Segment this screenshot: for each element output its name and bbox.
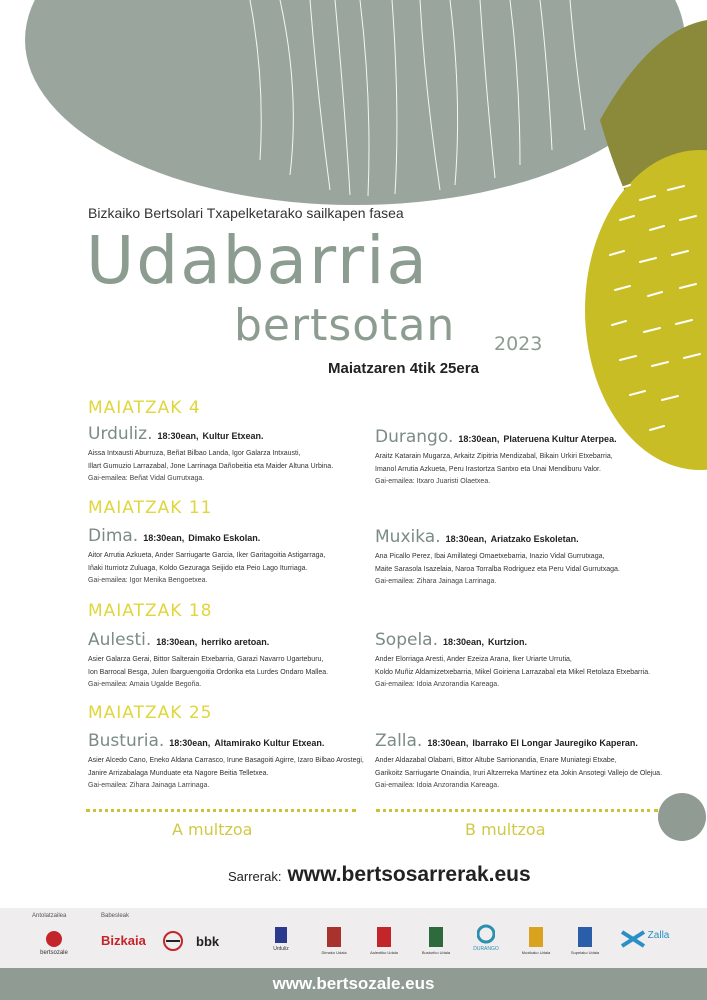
dima-logo: Dimako Udala — [310, 926, 358, 955]
tickets-label: Sarrerak: — [228, 869, 282, 884]
event-host: Gai-emailea: Zihara Jainaga Larrinaga. — [375, 578, 497, 585]
event-participants: Ander Aldazabal Olabarri, Bittor Altube Sarrionandia, Enare Muniategi Etxabe, Garikoitz Sarriugarte Onaindia, Iruri Altzerreka Martinez eta Jokin Ansotegi Vallejo de Olejua. — [375, 757, 663, 777]
event-town: Dima. — [88, 526, 139, 546]
urduliz-logo: Urduliz — [266, 926, 296, 952]
event-participants: Asier Galarza Gerai, Bittor Salterain Etxebarria, Garazi Navarro Ugarteburu, Ion Barrocal Besga, Julen Ibarguengoitia Ordorika eta Lurdes Ondaro Mallea. — [88, 656, 329, 676]
event-busturia — [88, 731, 388, 792]
event-place: Kurtzion. — [488, 637, 528, 647]
event-town: Urduliz. — [88, 424, 153, 444]
durango-logo: DURANGO — [466, 924, 506, 952]
tickets-link[interactable]: www.bertsosarrerak.eus — [287, 863, 531, 886]
muxika-logo: Muxikako Udala — [512, 926, 560, 955]
title-bertsotan: bertsotan — [234, 300, 456, 351]
event-durango — [375, 427, 675, 488]
bizkaia-emblem-icon — [162, 930, 184, 954]
subtitle: Bizkaiko Bertsolari Txapelketarako sailkapen fasea — [88, 205, 404, 221]
footer-link[interactable]: www.bertsozale.eus — [272, 974, 435, 993]
event-host: Gai-emailea: Idoia Anzorandia Kareaga. — [375, 681, 500, 688]
event-time: 18:30ean, — [445, 534, 487, 544]
dotted-divider-a — [86, 809, 356, 812]
event-time: 18:30ean, — [169, 738, 211, 748]
sage-dot — [658, 793, 706, 841]
event-sopela — [375, 630, 675, 691]
event-host: Gai-emailea: Itxaro Juaristi Olaetxea. — [375, 478, 491, 485]
tickets-line — [228, 863, 531, 887]
event-dima — [88, 526, 388, 587]
bertsozale-logo: bertsozale — [36, 930, 72, 956]
event-place: Dimako Eskolan. — [188, 533, 261, 543]
group-a-label: A multzoa — [172, 820, 253, 839]
event-participants: Aissa Intxausti Aburruza, Beñat Bilbao Landa, Igor Galarza Intxausti, Illart Gumuzio Larrazabal, Jone Larrinaga Dañobeitia eta Maider Altuna Urbina. — [88, 450, 334, 470]
busturia-logo: Busturiko Udala — [412, 926, 460, 955]
group-b-label: B multzoa — [465, 820, 546, 839]
event-town: Durango. — [375, 427, 454, 447]
event-place: Ibarrako El Longar Jauregiko Kaperan. — [472, 738, 638, 748]
event-participants: Ander Elorriaga Aresti, Ander Ezeiza Arana, Iker Uriarte Urrutia, Koldo Muñiz Aldamizetxebarria, Mikel Goiriena Larrazabal eta Mikel Retolaza Etxebarria. — [375, 656, 651, 676]
event-host: Gai-emailea: Beñat Vidal Gurrutxaga. — [88, 475, 205, 482]
event-participants: Aitor Arrutia Azkueta, Ander Sarriugarte Garcia, Iker Garitagoitia Astigarraga, Iñaki Iturriotz Zuluaga, Koldo Gezuraga Seijido eta Peio Lago Iturriaga. — [88, 552, 326, 572]
sponsor-label: Babesleak — [101, 913, 130, 919]
date-range: Maiatzaren 4tik 25era — [328, 360, 479, 377]
event-host: Gai-emailea: Idoia Anzorandia Kareaga. — [375, 782, 500, 789]
event-place: Plateruena Kultur Aterpea. — [503, 434, 617, 444]
sage-shape — [25, 0, 685, 205]
event-place: Kultur Etxean. — [202, 431, 264, 441]
event-aulesti — [88, 630, 388, 691]
event-place: Altamirako Kultur Etxean. — [214, 738, 325, 748]
sponsors-strip — [0, 908, 707, 968]
bbk-logo: bbk — [196, 934, 220, 949]
zalla-logo: Zalla — [620, 930, 682, 950]
footer-bar — [0, 968, 707, 1000]
event-town: Busturia. — [88, 731, 165, 751]
event-zalla — [375, 731, 675, 792]
event-host: Gai-emailea: Igor Menika Bengoetxea. — [88, 577, 208, 584]
dotted-divider-b — [376, 809, 658, 812]
event-time: 18:30ean, — [157, 431, 199, 441]
event-time: 18:30ean, — [458, 434, 500, 444]
event-muxika — [375, 527, 675, 588]
bertsozale-icon — [43, 930, 65, 948]
event-place: Ariatzako Eskoletan. — [490, 534, 579, 544]
event-place: herriko aretoan. — [201, 637, 270, 647]
event-urduliz — [88, 424, 388, 485]
event-town: Aulesti. — [88, 630, 152, 650]
event-host: Gai-emailea: Zihara Jainaga Larrinaga. — [88, 782, 210, 789]
event-town: Sopela. — [375, 630, 438, 650]
event-host: Gai-emailea: Amaia Ugalde Begoña. — [88, 681, 202, 688]
sopela-logo: Sopelako Udala — [563, 926, 607, 955]
event-time: 18:30ean, — [156, 637, 198, 647]
event-town: Muxika. — [375, 527, 441, 547]
year: 2023 — [494, 333, 543, 355]
aulesti-logo: Aulestiko Udala — [360, 926, 408, 955]
event-town: Zalla. — [375, 731, 423, 751]
event-participants: Asier Alcedo Cano, Eneko Aldana Carrasco, Irune Basagoiti Agirre, Izaro Bilbao Arostegi, Janire Arrizabalaga Munduate eta Nagore Beitia Telletxea. — [88, 757, 364, 777]
event-participants: Araitz Katarain Mugarza, Arkaitz Zipitria Mendizabal, Bikain Urkiri Etxebarria, Imanol Arrutia Azkueta, Peru Irastortza Santxo eta Unai Mendiburu Valor. — [375, 453, 613, 473]
organizer-label: Antolatzailea — [32, 913, 67, 919]
event-time: 18:30ean, — [427, 738, 469, 748]
event-time: 18:30ean, — [143, 533, 185, 543]
day-heading: MAIATZAK 11 — [88, 498, 213, 518]
day-heading: MAIATZAK 4 — [88, 398, 201, 418]
title-udabarria: Udabarria — [86, 222, 429, 299]
event-participants: Ana Picallo Perez, Ibai Amillategi Omaetxebarria, Inazio Vidal Gurrutxaga, Maite Sarasola Isazelaia, Naroa Torralba Rodriguez eta Peru Vidal Gurrutxaga. — [375, 553, 620, 573]
bizkaia-logo: Bizkaia — [101, 933, 146, 948]
day-heading: MAIATZAK 25 — [88, 703, 213, 723]
event-time: 18:30ean, — [443, 637, 485, 647]
day-heading: MAIATZAK 18 — [88, 601, 213, 621]
